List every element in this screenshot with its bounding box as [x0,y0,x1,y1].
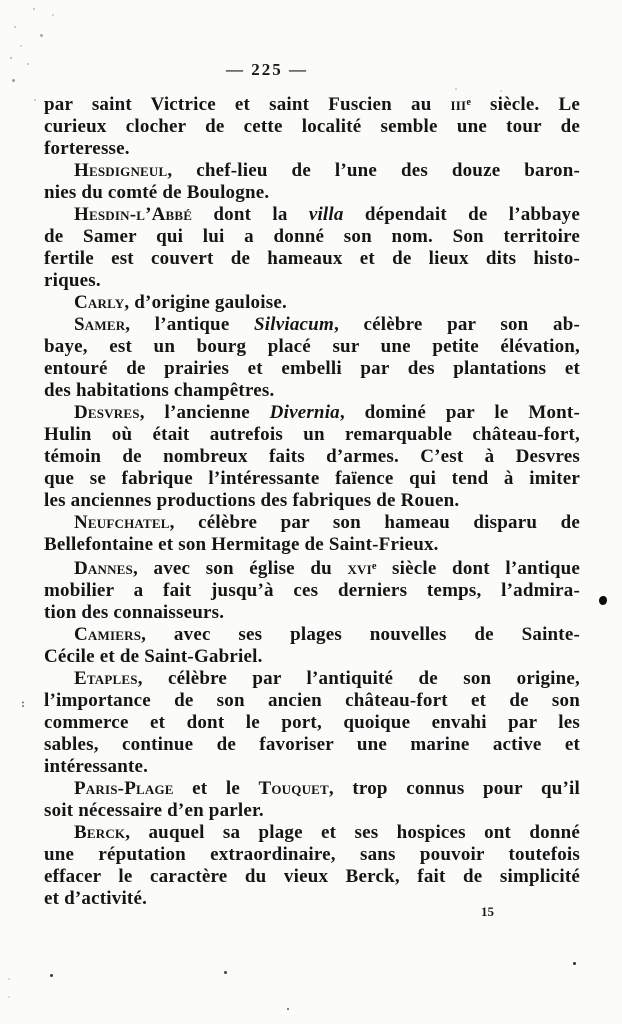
text-line [44,844,580,866]
text-segment: , avec son église du [133,558,348,580]
text-line [44,358,580,380]
scan-speckle [573,962,576,965]
text-segment: e [466,97,471,108]
scan-speckle [10,57,12,59]
paragraph [44,292,580,314]
text-line [44,402,580,424]
margin-stray-mark: : [21,696,25,710]
text-line [44,490,580,512]
scan-speckle [50,974,53,977]
text-segment: sables, continue de favoriser une marine active et [44,734,580,756]
text-line [44,248,580,270]
text-line [44,602,580,624]
page-number-header: — 225 — [226,60,308,79]
scan-speckle [40,34,43,37]
text-line [44,314,580,336]
text-segment: , dominé par le Mont- [339,402,580,424]
text-line [44,646,580,668]
text-line [44,270,580,292]
place-name: Samer [74,314,126,336]
place-name: Neufchatel [74,512,170,534]
text-segment: villa [308,204,344,226]
text-segment: une réputation extraordinaire, sans pouvoir toutefois [44,844,580,866]
text-segment: , avec ses plages nouvelles de Sainte- [141,624,580,646]
text-segment: l’importance de son ancien château-fort et de son [44,690,580,712]
text-line [44,668,580,690]
place-name: Desvres [74,402,140,424]
text-line [44,292,580,314]
scan-speckle [33,8,35,10]
text-segment: baye, est un bourg placé sur une petite élévation, [44,336,580,358]
scan-speckle [27,63,29,65]
paragraph [44,778,580,822]
signature-number: 15 [481,904,494,919]
text-segment: effacer le caractère du vieux Berck, fait de simplicité [44,866,580,888]
paragraph [44,92,580,160]
ink-spot [599,596,607,605]
place-name: Dannes [74,558,133,580]
scan-speckle [14,26,16,28]
text-line [44,116,580,138]
text-segment: et d’activité. [44,888,148,910]
text-segment: riques. [44,270,101,292]
paragraph [44,822,580,910]
text-line [44,580,580,602]
text-line [44,822,580,844]
paragraph [44,668,580,778]
page-text [44,92,580,910]
scan-speckle [224,971,227,974]
text-line [44,336,580,358]
text-line [44,424,580,446]
text-segment: Hulin où était autrefois un remarquable château-fort, [44,424,580,446]
scan-speckle [500,90,502,92]
text-segment: , chef-lieu de l’une des douze baron- [167,160,580,182]
text-segment: des habitations champêtres. [44,380,275,402]
text-line [44,204,580,226]
text-segment: , célèbre par son ab- [333,314,580,336]
text-line [44,866,580,888]
scan-speckle [455,88,457,90]
text-segment: soit nécessaire d’en parler. [44,800,264,822]
text-line [44,690,580,712]
text-line [44,756,580,778]
text-segment: commerce et dont le port, quoique envahi par les [44,712,580,734]
paragraph [44,402,580,512]
text-segment: intéressante. [44,756,149,778]
place-name: Berck [74,822,126,844]
text-line [44,92,580,116]
text-segment: , célèbre par l’antiquité de son origine, [137,668,580,690]
text-line [44,182,580,204]
text-line [44,534,580,556]
text-segment: , l’antique [125,314,255,336]
text-line [44,138,580,160]
place-name: Paris-Plage [74,778,174,800]
text-segment: mobilier a fait jusqu’à ces derniers temps, l’admira- [44,580,580,602]
scan-speckle [20,45,22,47]
text-segment: dont la [192,204,309,226]
paragraph [44,204,580,292]
text-line [44,226,580,248]
scan-speckle [34,99,36,101]
place-name: iii [450,94,467,116]
text-line [44,734,580,756]
paragraph [44,314,580,402]
place-name: Etaples [74,668,138,690]
text-line [44,712,580,734]
text-segment: , d’origine gauloise. [124,292,287,314]
text-segment: et le [173,778,259,800]
text-segment: tion des connaisseurs. [44,602,225,624]
text-line [44,160,580,182]
text-segment: siècle dont l’antique [376,558,580,580]
scan-speckle [52,14,54,16]
text-segment: dépendait de l’abbaye [343,204,580,226]
text-line [44,380,580,402]
scan-speckle [8,996,10,998]
scan-speckle [287,1008,289,1010]
place-name: xvi [347,558,372,580]
text-segment: nies du comté de Boulogne. [44,182,270,204]
text-line [44,556,580,580]
text-segment: , l’ancienne [139,402,270,424]
text-line [44,800,580,822]
text-line [44,888,580,910]
text-segment: fertile est couvert de hameaux et de lieux dits histo- [44,248,580,270]
text-segment: par saint Victrice et saint Fuscien au [44,94,451,116]
text-segment: siècle. Le [470,94,580,116]
text-segment: témoin de nombreux faits d’armes. C’est à Desvres [44,446,580,468]
text-segment: , célèbre par son hameau disparu de [169,512,580,534]
paragraph [44,512,580,556]
scan-speckle [12,79,15,82]
text-line [44,468,580,490]
text-line [44,778,580,800]
paragraph [44,624,580,668]
text-segment: , trop connus pour qu’il [328,778,581,800]
text-line [44,446,580,468]
text-segment: forteresse. [44,138,130,160]
place-name: Hesdigneul [74,160,168,182]
text-segment: Divernia [269,402,340,424]
text-segment: , auquel sa plage et ses hospices ont donné [125,822,580,844]
text-line [44,624,580,646]
text-segment: e [371,561,377,573]
place-name: Carly [74,292,125,314]
place-name: Camiers [74,624,142,646]
scan-speckle [8,978,10,980]
place-name: Touquet [258,778,329,800]
paragraph [44,160,580,204]
text-segment: de Samer qui lui a donné son nom. Son territoire [44,226,580,248]
text-segment: Cécile et de Saint-Gabriel. [44,646,263,668]
text-segment: Silviacum [254,314,334,336]
paragraph [44,556,580,624]
text-segment: les anciennes productions des fabriques de Rouen. [44,490,460,512]
place-name: Hesdin-l’Abbé [74,204,193,226]
text-segment: que se fabrique l’intéressante faïence qui tend à imiter [44,468,580,490]
text-segment: curieux clocher de cette localité semble une tour de [44,116,580,138]
text-segment: entouré de prairies et embelli par des plantations et [44,358,580,380]
text-segment: Bellefontaine et son Hermitage de Saint-Frieux. [44,534,439,556]
text-line [44,512,580,534]
